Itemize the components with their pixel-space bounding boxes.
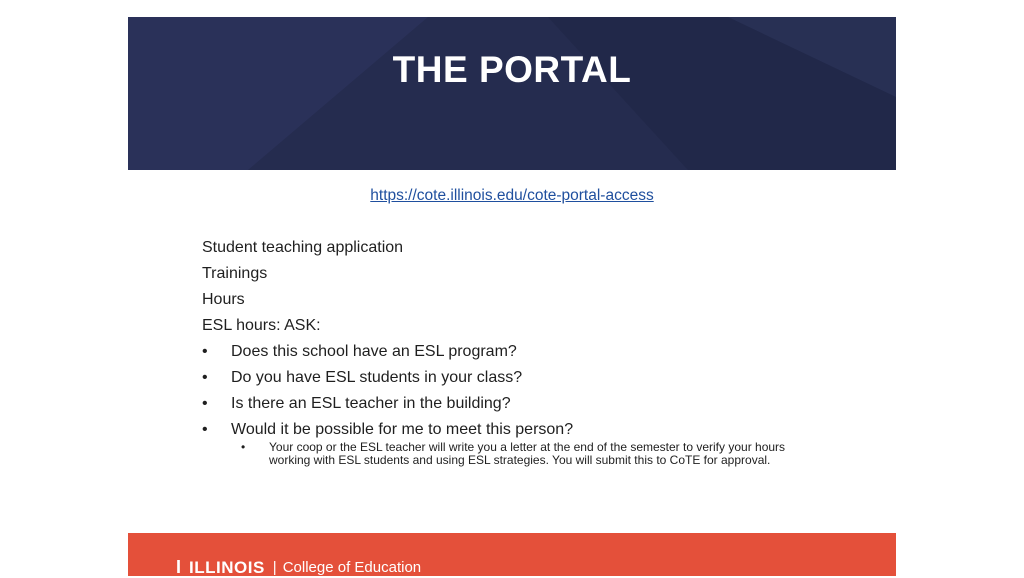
content-list bbox=[202, 238, 842, 466]
list-item: ESL hours: ASK: bbox=[202, 317, 321, 334]
college-name: College of Education bbox=[282, 559, 422, 576]
bullet-item bbox=[202, 342, 842, 368]
bullet-text: Would it be possible for me to meet this person? bbox=[231, 421, 574, 438]
bullet-text: Is there an ESL teacher in the building? bbox=[231, 395, 511, 412]
college-logo bbox=[176, 557, 421, 578]
slide bbox=[128, 17, 896, 576]
bullet-item bbox=[202, 394, 842, 420]
sub-bullet-text: Your coop or the ESL teacher will write you a letter at the end of the semester to verify your hours working with ESL students and using ESL strategies. You will submit this to CoTE for approval. bbox=[269, 440, 786, 467]
bullet-item bbox=[202, 368, 842, 394]
bullet-text: Do you have ESL students in your class? bbox=[231, 369, 523, 386]
list-item: Trainings bbox=[202, 265, 268, 282]
brand-separator: | bbox=[272, 559, 277, 576]
portal-link[interactable]: https://cote.illinois.edu/cote-portal-access bbox=[370, 187, 654, 204]
bullet-icon: • bbox=[202, 395, 208, 412]
bullet-icon: • bbox=[202, 343, 208, 360]
footer-bar bbox=[128, 533, 896, 576]
title-banner bbox=[128, 17, 896, 170]
list-item: Hours bbox=[202, 291, 245, 308]
sub-bullet-item bbox=[241, 441, 829, 466]
bullet-text: Does this school have an ESL program? bbox=[231, 343, 517, 360]
bullet-icon: • bbox=[241, 440, 246, 454]
bullet-icon: • bbox=[202, 421, 208, 438]
illinois-block-i-icon: I bbox=[176, 557, 182, 577]
page-title: THE PORTAL bbox=[392, 49, 632, 90]
banner-decoration bbox=[128, 17, 896, 170]
illinois-wordmark: ILLINOIS bbox=[189, 557, 265, 577]
list-item: Student teaching application bbox=[202, 239, 404, 256]
bullet-icon: • bbox=[202, 369, 208, 386]
